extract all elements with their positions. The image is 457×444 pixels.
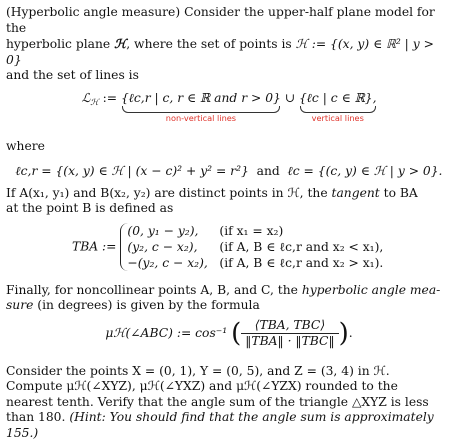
exercise-l4a: than 180. — [6, 410, 70, 424]
angle-intro-l2b: (in degrees) is given by the formula — [33, 298, 260, 312]
intro-line3: and the set of lines is — [6, 68, 139, 82]
angle-formula-end: . — [348, 325, 353, 340]
problem-text — [6, 3, 452, 441]
tangent-definition — [6, 223, 452, 279]
hint-text: (Hint: You should find that the angle sum is approximately — [69, 410, 434, 424]
intro-line2b: , where the set of points is — [126, 37, 296, 51]
angle-intro-l2a: sure — [6, 298, 34, 312]
left-paren-icon: ( — [231, 318, 242, 348]
points-set-formula: ℋ := {(x, y) ∈ ℝ² | y > 0} — [6, 37, 434, 67]
tangent-lhs: TBA := — [72, 238, 117, 253]
angle-intro-l1a: Finally, for noncollinear points A, B, and C, the — [6, 282, 302, 297]
underbrace-left — [122, 106, 280, 113]
where-label: where — [6, 138, 45, 153]
hint-end: 155.) — [6, 425, 39, 440]
lines-set-symbol: ℒ$_ℋ$ — [81, 90, 99, 108]
exercise-paragraph — [6, 364, 452, 442]
tangent-case-row: (0, y₁ − y₂), (if x₁ = x₂) — [127, 223, 284, 238]
tangent-cases — [120, 223, 383, 271]
ell-definitions — [6, 164, 452, 180]
angle-fraction-numerator: ⟨TBA, TBC⟩ — [241, 318, 338, 334]
angle-fraction — [241, 318, 338, 349]
assign-operator: := — [98, 90, 121, 105]
hyperbolic-plane-symbol: ℋ — [114, 36, 127, 51]
vertical-lines-brace — [299, 91, 377, 124]
angle-fraction-denominator: ‖TBA‖ · ‖TBC‖ — [245, 333, 335, 348]
intro-line2a: hyperbolic plane — [6, 37, 115, 51]
intro-line1: Consider the upper-half plane model for the — [6, 5, 435, 35]
lines-definition — [6, 91, 452, 131]
right-paren-icon: ) — [338, 318, 349, 348]
exercise-l2: Compute μℋ(∠XYZ), μℋ(∠YXZ) and μℋ(∠YZX) rounded to the — [6, 379, 398, 393]
exercise-l1: Consider the points X = (0, 1), Y = (0, 5), and Z = (3, 4) in ℋ. — [6, 363, 390, 378]
tangent-term: tangent — [331, 185, 380, 200]
angle-formula — [6, 318, 452, 356]
tangent-case-row: (y₂, c − x₂), (if A, B ∈ ℓc,r and x₂ < x₁), — [127, 239, 384, 254]
non-vertical-lines-label: non-vertical lines — [165, 113, 237, 123]
underbrace-right — [300, 106, 376, 113]
exercise-l3: nearest tenth. Verify that the angle sum of the triangle △XYZ is less — [6, 394, 429, 409]
hyperbolic-angle-term: hyperbolic angle mea- — [301, 282, 441, 297]
tangent-case-row: −(y₂, c − x₂), (if A, B ∈ ℓc,r and x₂ > x₁). — [127, 255, 384, 270]
angle-measure-intro — [6, 283, 452, 314]
non-vertical-lines-brace — [121, 91, 281, 124]
ell-and: and — [256, 164, 280, 178]
non-vertical-lines-set: {ℓc,r | c, r ∈ ℝ and r > 0} — [120, 90, 281, 105]
ell-c-definition: ℓc = {(c, y) ∈ ℋ | y > 0}. — [287, 164, 443, 178]
ell-cr-definition: ℓc,r = {(x, y) ∈ ℋ | (x − c)² + y² = r²} — [15, 164, 249, 178]
vertical-lines-label: vertical lines — [311, 113, 364, 123]
tangent-intro — [6, 186, 452, 217]
angle-formula-lhs: μℋ(∠ABC) := cos⁻¹ — [105, 325, 228, 340]
problem-title: (Hyperbolic angle measure) — [6, 5, 181, 19]
vertical-lines-set: {ℓc | c ∈ ℝ}, — [298, 90, 377, 105]
union-operator: ∪ — [280, 90, 299, 105]
tangent-intro-l2: at the point B is defined as — [6, 201, 174, 215]
tangent-intro-l1a: If A(x₁, y₁) and B(x₂, y₂) are distinct points in ℋ, the — [6, 185, 332, 200]
intro-paragraph — [6, 5, 452, 84]
tangent-intro-l1c: to BA — [379, 185, 418, 200]
